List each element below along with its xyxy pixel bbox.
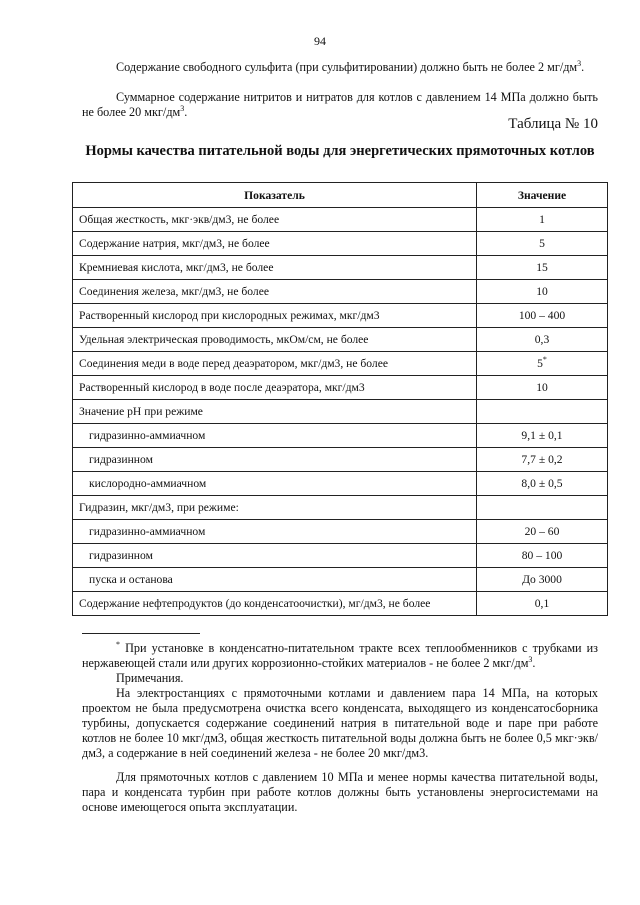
table-label: Таблица № 10 [508,116,598,132]
norms-table [72,182,608,616]
indicator-cell: гидразинном [73,544,477,568]
indicator-cell: Кремниевая кислота, мкг/дм3, не более [73,256,477,280]
table-row [73,256,608,280]
column-header-indicator: Показатель [73,183,477,208]
table-row [73,520,608,544]
value-cell: 0,1 [477,592,608,616]
indicator-cell: гидразинно-аммиачном [73,520,477,544]
page-number: 94 [314,34,326,48]
note-paragraph-2: Для прямоточных котлов с давлением 10 МПа и менее нормы качества питательной воды, пара и конденсата турбин при работе котлов должны быть установлены энергосистемами на основе имеющегося опыта эксплуатации. [82,770,598,814]
value-cell: До 3000 [477,568,608,592]
indicator-cell: пуска и останова [73,568,477,592]
indicator-cell: Общая жесткость, мкг·экв/дм3, не более [73,208,477,232]
indicator-cell: Содержание натрия, мкг/дм3, не более [73,232,477,256]
table-row [73,448,608,472]
note-paragraph-1: На электростанциях с прямоточными котлами и давлением пара 14 МПа, на которых проектом не была предусмотрена очистка всего конденсата, выходящего из конденсатосборника турбины, допускается содержание соединений натрия в питательной воде и паре при работе котлов не более 10 мкг/дм3, общая жесткость питательной воды должна быть не более 0,5 мкг·экв/дм3, а содержание в ней соединений железа - не более 20 мкг/дм3. [82,686,598,760]
footnote-separator [82,633,200,634]
indicator-cell: Удельная электрическая проводимость, мкОм/см, не более [73,328,477,352]
value-cell: 10 [477,280,608,304]
value-cell: 10 [477,376,608,400]
table-row [73,208,608,232]
table-row [73,544,608,568]
value-cell: 80 – 100 [477,544,608,568]
value-cell: 15 [477,256,608,280]
value-cell [477,496,608,520]
table-row [73,496,608,520]
table-row [73,400,608,424]
value-cell: 20 – 60 [477,520,608,544]
notes-heading: Примечания. [116,671,184,685]
value-cell: 0,3 [477,328,608,352]
indicator-cell: кислородно-аммиачном [73,472,477,496]
table-row [73,328,608,352]
indicator-cell: Значение pH при режиме [73,400,477,424]
value-cell: 1 [477,208,608,232]
value-cell: 9,1 ± 0,1 [477,424,608,448]
value-cell [477,400,608,424]
indicator-cell: Соединения железа, мкг/дм3, не более [73,280,477,304]
value-cell: 7,7 ± 0,2 [477,448,608,472]
table-header-row [73,183,608,208]
indicator-cell: Гидразин, мкг/дм3, при режиме: [73,496,477,520]
table-row [73,352,608,376]
table-row [73,304,608,328]
footnote: * При установке в конденсатно-питательном тракте всех теплообменников с трубками из нержавеющей стали или других коррозионно-стойких материалов - не более 2 мкг/$дм^3$. [82,639,598,670]
value-cell: 100 – 400 [477,304,608,328]
table-row [73,232,608,256]
table-row [73,472,608,496]
table-row [73,592,608,616]
table-row [73,424,608,448]
sulfite-paragraph: Содержание свободного сульфита (при сульфитировании) должно быть не более 2 $мг/дм^3$. [116,58,585,74]
value-cell: 8,0 ± 0,5 [477,472,608,496]
indicator-cell: Соединения меди в воде перед деаэратором, мкг/дм3, не более [73,352,477,376]
column-header-value: Значение [477,183,608,208]
table-row [73,280,608,304]
value-cell: 5* [477,352,608,376]
nitrite-paragraph: Суммарное содержание нитритов и нитратов для котлов с давлением 14 МПа должно быть не более 20 мкг/$дм^3$. [82,90,598,119]
indicator-cell: гидразинно-аммиачном [73,424,477,448]
value-cell: 5 [477,232,608,256]
table-row [73,376,608,400]
indicator-cell: Растворенный кислород при кислородных режимах, мкг/дм3 [73,304,477,328]
indicator-cell: Содержание нефтепродуктов (до конденсатоочистки), мг/дм3, не более [73,592,477,616]
indicator-cell: Растворенный кислород в воде после деаэратора, мкг/дм3 [73,376,477,400]
table-title: Нормы качества питательной воды для энергетических прямоточных котлов [85,143,595,159]
table-row [73,568,608,592]
indicator-cell: гидразинном [73,448,477,472]
